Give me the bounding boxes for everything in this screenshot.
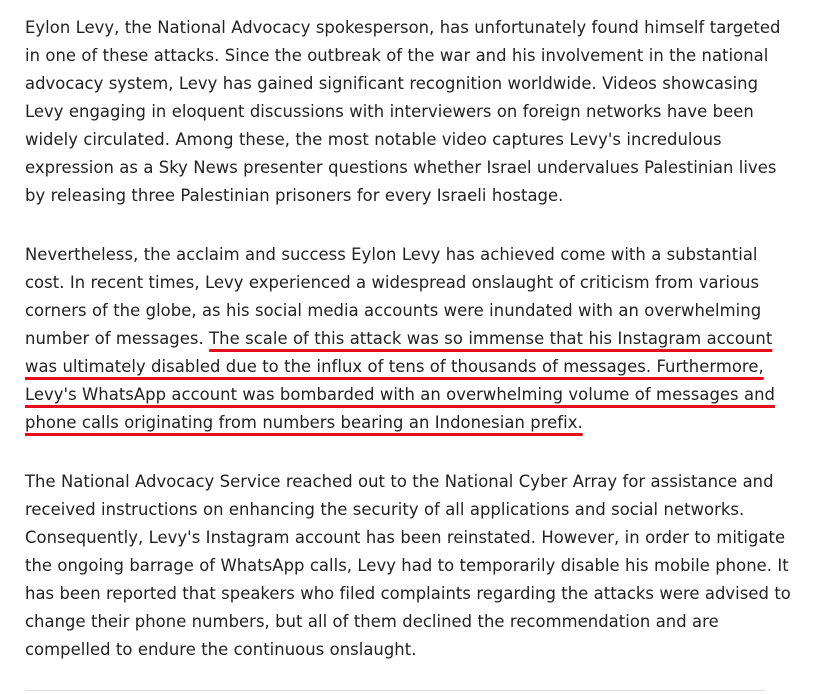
highlighted-passage: The scale of this attack was so immense that his Instagram account was ultimately disabled due to the influx of tens of thousands of messages. Furthermore, Levy's WhatsApp account was bombarded with an overwhelming volume of messages and phone calls originating from numbers bearing an Indonesian prefix. xyxy=(25,329,775,432)
paragraph-2 xyxy=(25,241,795,437)
bottom-divider xyxy=(25,690,765,691)
article-body xyxy=(25,14,795,664)
paragraph-3: The National Advocacy Service reached out to the National Cyber Array for assistance and received instructions on enhancing the security of all applications and social networks. Consequently, Levy's Instagram account has been reinstated. However, in order to mitigate the ongoing barrage of WhatsApp calls, Levy had to temporarily disable his mobile phone. It has been reported that speakers who filed complaints regarding the attacks were advised to change their phone numbers, but all of them declined the recommendation and are compelled to endure the continuous onslaught. xyxy=(25,472,791,659)
paragraph-1: Eylon Levy, the National Advocacy spokesperson, has unfortunately found himself targeted in one of these attacks. Since the outbreak of the war and his involvement in the national advocacy system, Levy has gained significant recognition worldwide. Videos showcasing Levy engaging in eloquent discussions with interviewers on foreign networks have been widely circulated. Among these, the most notable video captures Levy's incredulous expression as a Sky News presenter questions whether Israel undervalues Palestinian lives by releasing three Palestinian prisoners for every Israeli hostage. xyxy=(25,18,781,205)
paragraph-2-text: Nevertheless, the acclaim and success Eylon Levy has achieved come with a substantial cost. In recent times, Levy experienced a widespread onslaught of criticism from various corners of the globe, as his social media accounts were inundated with an overwhelming number of messages. xyxy=(25,245,762,348)
